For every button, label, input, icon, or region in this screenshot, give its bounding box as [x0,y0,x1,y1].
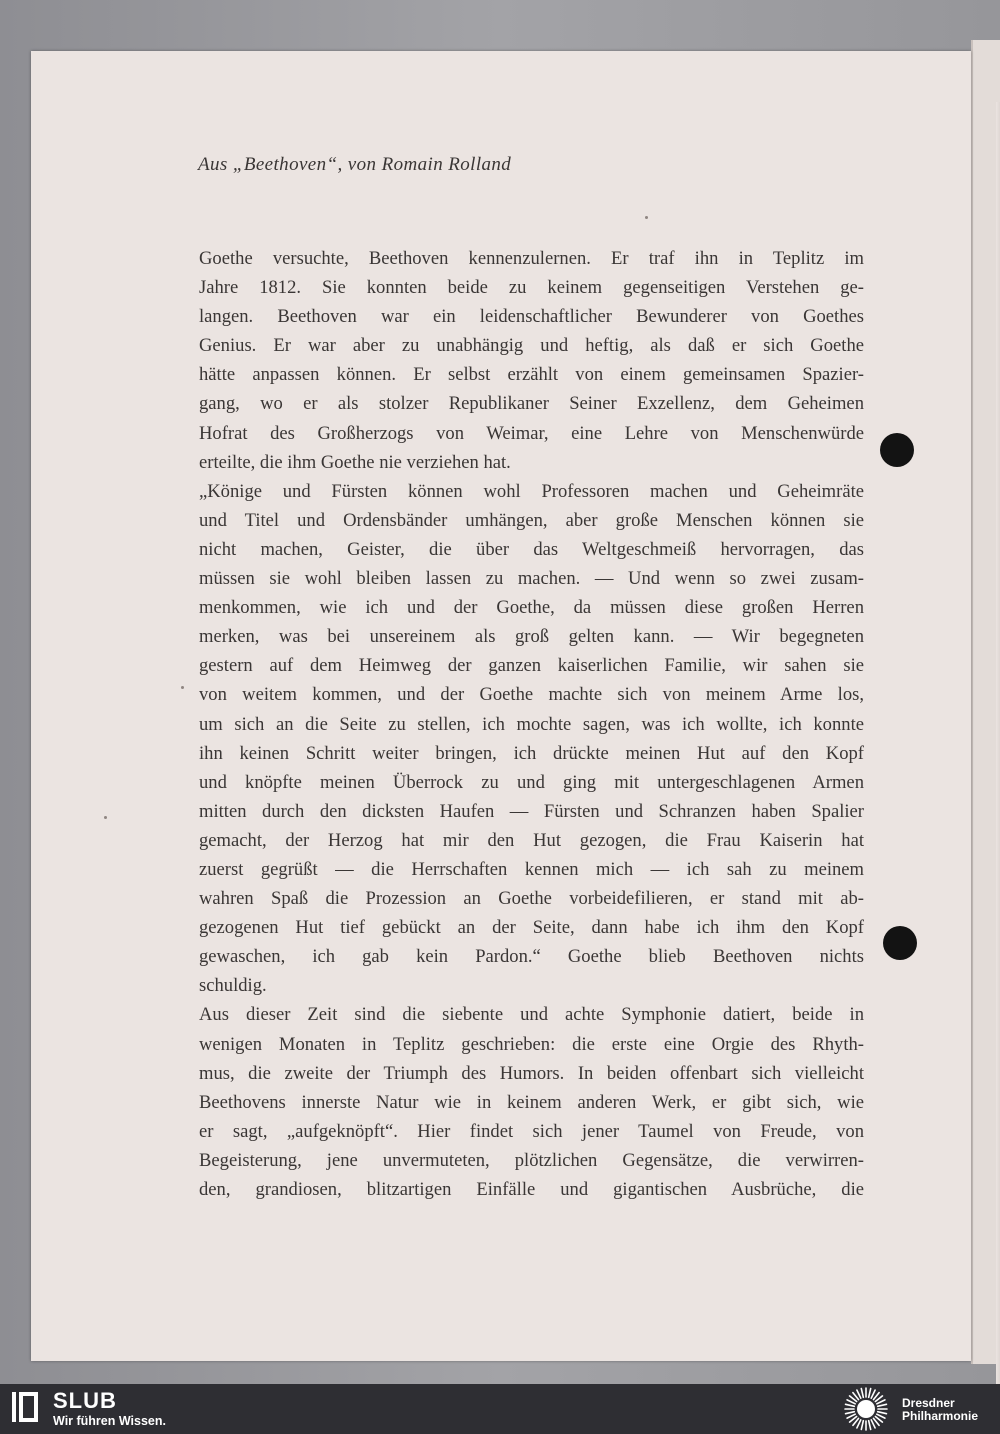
logo-ray [871,1390,875,1398]
text-line: gewaschen, ich gab kein Pardon.“ Goethe blieb Beethoven nichts [199,946,864,968]
text-line: erteilte, die ihm Goethe nie verziehen hat. [199,451,511,473]
text-line: wenigen Monaten in Teplitz geschrieben: die erste eine Orgie des Rhyth- [199,1033,864,1055]
text-line: zuerst gegrüßt — die Herrschaften kennen mich — ich sah zu meinem [199,858,864,880]
page-fold-shadow [996,102,1000,1412]
text-line: Aus dieser Zeit sind die siebente und achte Symphonie datiert, beide in [199,1004,864,1026]
text-line: mus, die zweite der Triumph des Humors. In beiden offenbart sich vielleicht [199,1062,864,1084]
slub-logo-icon [10,1390,40,1424]
text-line: von weitem kommen, und der Goethe machte sich von meinem Arme los, [199,684,864,706]
text-line: Goethe versuchte, Beethoven kennenzulernen. Er traf ihn in Teplitz im [199,248,864,269]
text-line: ihn keinen Schritt weiter bringen, ich drückte meinen Hut auf den Kopf [199,742,864,764]
text-line: und knöpfte meinen Überrock zu und ging mit untergeschlagenen Armen [199,771,864,793]
logo-ray [846,1404,855,1406]
text-line: er sagt, „aufgeknöpft“. Hier findet sich jener Taumel von Freude, von [199,1120,864,1142]
text-line: gemacht, der Herzog hat mir den Hut gezogen, die Frau Kaiserin hat [199,829,864,851]
text-line: Begeisterung, jene unvermuteten, plötzlichen Gegensätze, die verwirren- [199,1149,864,1171]
punch-hole-lower [883,926,917,960]
paper-speck [181,686,184,689]
logo-ray [857,1420,861,1428]
text-line: Hofrat des Großherzogs von Weimar, eine Lehre von Menschenwürde [199,422,864,444]
logo-ray [846,1412,855,1414]
partner-name [902,1397,978,1423]
partner-name-line2: Philharmonie [902,1409,979,1423]
logo-ray [869,1421,871,1430]
text-line: merken, was bei unsereinem als groß gelten kann. — Wir begegneten [199,626,864,648]
text-line: Beethovens innerste Natur wie in keinem anderen Werk, er gibt sich, wie [199,1091,864,1113]
text-line: mitten durch den dicksten Haufen — Fürsten und Schranzen haben Spalier [199,800,864,822]
logo-ray [877,1414,885,1418]
logo-ray [877,1400,885,1404]
paper-speck [645,216,648,219]
partner-name-line1: Dresdner [902,1396,955,1410]
logo-ray [871,1420,875,1428]
logo-ray [847,1400,855,1404]
logo-ray [857,1390,861,1398]
logo-ray [878,1404,887,1406]
text-line: Genius. Er war aber zu unabhängig und heftig, als daß er sich Goethe [199,335,864,357]
text-line: nicht machen, Geister, die über das Weltgeschmeiß hervorragen, das [199,538,864,560]
punch-hole-upper [880,433,914,467]
text-line: menkommen, wie ich und der Goethe, da müssen diese großen Herren [199,597,864,619]
logo-ray [847,1414,855,1418]
slub-tagline: Wir führen Wissen. [53,1414,166,1428]
page-heading: Aus „Beethoven“, von Romain Rolland [198,154,512,175]
text-line: langen. Beethoven war ein leidenschaftlicher Bewunderer von Goethes [199,306,864,328]
logo-ray [861,1389,863,1398]
text-line: und Titel und Ordensbänder umhängen, aber große Menschen können sie [199,509,864,531]
footer-bar [0,1384,1000,1434]
text-line: „Könige und Fürsten können wohl Professoren machen und Geheimräte [199,480,864,502]
paper-speck [104,816,107,819]
text-line: wahren Spaß die Prozession an Goethe vorbeidefilieren, er stand mit ab- [199,888,864,910]
logo-ray [878,1412,887,1414]
logo-ray [861,1421,863,1430]
text-line: um sich an die Seite zu stellen, ich mochte sagen, was ich wollte, ich konnte [199,713,864,735]
logo-ray [869,1389,871,1398]
text-line: hätte anpassen können. Er selbst erzählt von einem gemeinsamen Spazier- [199,364,864,386]
dresdner-philharmonie-logo-icon [842,1386,890,1432]
text-line: schuldig. [199,975,267,997]
slub-name: SLUB [53,1388,117,1413]
text-line: gezogenen Hut tief gebückt an der Seite, dann habe ich ihm den Kopf [199,917,864,939]
text-line: den, grandiosen, blitzartigen Einfälle und gigantischen Ausbrüche, die [199,1179,864,1200]
body-text [199,244,864,1204]
text-line: gestern auf dem Heimweg der ganzen kaiserlichen Familie, wir sahen sie [199,655,864,677]
text-line: Jahre 1812. Sie konnten beide zu keinem gegenseitigen Verstehen ge- [199,277,864,299]
text-line: müssen sie wohl bleiben lassen zu machen. — Und wenn so zwei zusam- [199,568,864,590]
text-line: gang, wo er als stolzer Republikaner Seiner Exzellenz, dem Geheimen [199,393,864,415]
